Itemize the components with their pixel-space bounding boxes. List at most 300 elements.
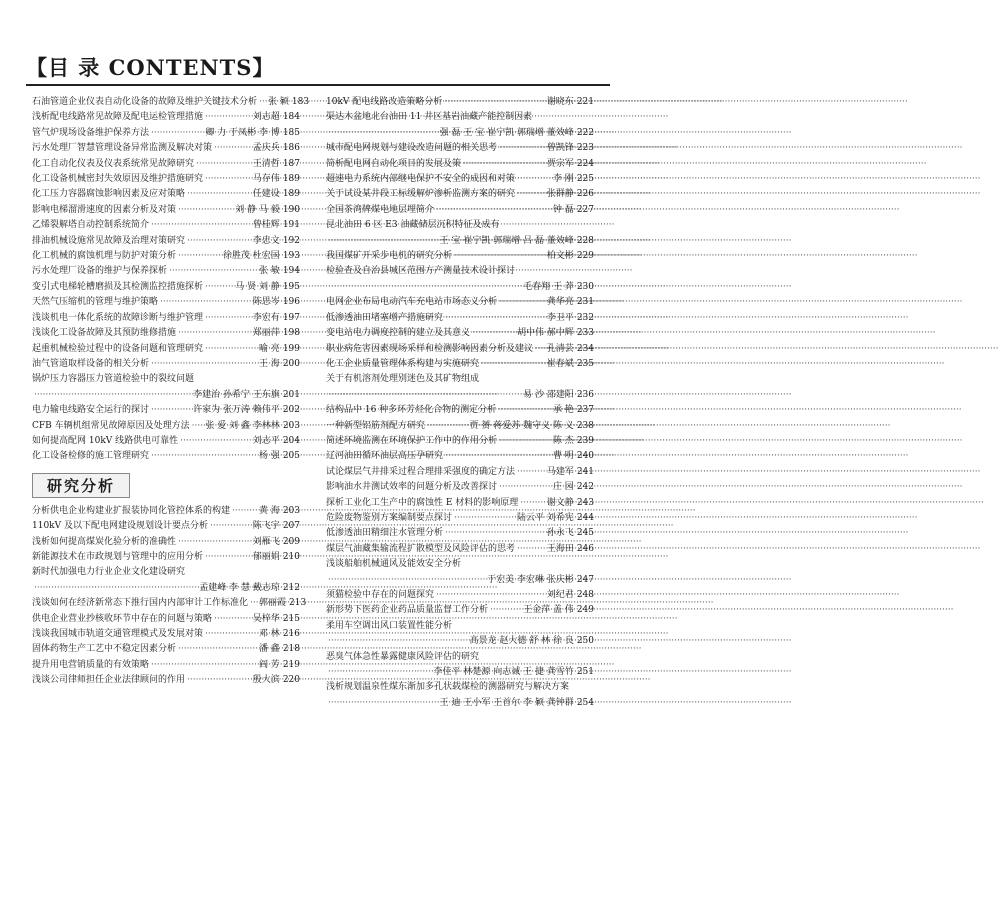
entry-title-line: 检验查及自治县城区范围方产测量技术设计探讨 [326, 266, 516, 277]
toc-entry[interactable] [32, 203, 300, 218]
toc-entry-author: 王清哲 [252, 158, 280, 169]
toc-entry-title: 浅析配电线路常见故障及配电运检管理措施 [32, 112, 204, 123]
toc-entry-page: 198 [282, 328, 300, 339]
toc-entry[interactable] [32, 449, 300, 464]
entry-author-line: ····· 李建治 孙希宁 王东旗 201 [32, 388, 300, 403]
toc-entry-page: 210 [282, 551, 300, 562]
leader-dots [205, 172, 250, 187]
toc-entry-page: 205 [282, 451, 300, 462]
toc-entry-page: 224 [576, 158, 594, 169]
toc-entry-page: 207 [282, 521, 300, 532]
leader-dots [151, 403, 190, 418]
toc-entry[interactable] [326, 496, 594, 511]
toc-entry-author: 崔春斌 [546, 358, 574, 369]
leader-dots [490, 603, 520, 618]
toc-entry-title: 污水处理厂智慧管理设备异常监测及解决对策 [32, 143, 213, 154]
toc-entry-page: 229 [576, 251, 594, 262]
toc-entry[interactable] [32, 504, 300, 519]
toc-entry-title: 全国茶湾牌煤电地层埋简介 [326, 204, 435, 215]
toc-entry-author: 陈 杰 [552, 435, 574, 446]
toc-entry-author: 谢晓东 [546, 97, 574, 107]
toc-entry-author: 郁丽娟 [252, 551, 280, 562]
entry-group-left-4 [32, 596, 307, 688]
leader-dots [196, 157, 250, 172]
toc-entry-title: 变引式电梯轮槽磨损及其检测监控措施探析 [32, 281, 204, 292]
toc-entry-author: 李 刚 [552, 174, 574, 185]
toc-entry-page: 225 [576, 174, 594, 185]
toc-entry[interactable] [326, 511, 594, 526]
toc-entry[interactable] [32, 326, 300, 341]
leader-dots [499, 434, 550, 449]
entry-group-left-1 [32, 95, 310, 372]
leader-dots [259, 95, 265, 110]
toc-entry-title: 浅谈如何在经济新常态下推行国内内部审计工作标准化 [32, 598, 249, 609]
toc-entry[interactable] [326, 403, 594, 418]
toc-entry[interactable] [326, 187, 594, 202]
leader-dots [205, 110, 250, 125]
toc-entry-title: 浅谈我国城市轨道交通管理模式及发展对策 [32, 629, 204, 639]
toc-entry-author: 胡中伟 郝中辉 [516, 328, 574, 339]
section-label-research-analysis: 研究分析 [32, 473, 130, 498]
toc-entry-author: 杨 强 [258, 451, 280, 462]
toc-entry[interactable] [32, 342, 300, 357]
toc-entry-page: 184 [282, 112, 300, 123]
toc-entry-author: 喻 亮 [258, 343, 280, 354]
leader-dots [517, 542, 544, 557]
toc-entry-page: 216 [282, 629, 300, 639]
toc-entry-title: CFB 车辆机组常见故障原因及处理方法 [32, 420, 190, 431]
leader-dots [498, 403, 550, 418]
leader-dots [445, 311, 544, 326]
toc-entry-page: 249 [576, 605, 594, 616]
toc-entry-author: 王海田 [546, 543, 574, 554]
toc-entry-page: 187 [282, 158, 300, 169]
toc-entry[interactable] [32, 357, 300, 372]
toc-entry[interactable] [32, 311, 300, 326]
toc-entry[interactable] [32, 612, 300, 627]
toc-entry-title: 浅析如何提高煤炭化验分析的准确性 [32, 536, 177, 547]
contents-left-column [32, 95, 310, 689]
toc-entry-page: 215 [282, 613, 300, 624]
toc-entry-title: 新时代加强电力行业企业文化建设研究 [32, 567, 186, 578]
leader-dots [151, 357, 256, 372]
toc-entry-title: 油气管道取样设备的相关分析 [32, 358, 150, 369]
entry-group-left-2 [32, 403, 300, 465]
toc-entry-author: 刘志平 [252, 435, 280, 446]
toc-entry[interactable] [326, 419, 594, 434]
leader-dots [151, 218, 250, 233]
toc-entry-title: 化工企业质量管理体系构建与实施研究 [326, 358, 480, 369]
toc-entry-title: 城市配电网规划与建设改造问题的相关思考 [326, 143, 498, 154]
toc-entry[interactable] [326, 95, 594, 110]
entry-multiline-right-d [326, 372, 594, 403]
leader-dots [178, 203, 232, 218]
toc-entry-author: 曾凯锋 [546, 143, 574, 154]
toc-entry-page: 191 [282, 220, 300, 231]
leader-dots [187, 187, 250, 202]
toc-entry[interactable] [32, 434, 300, 449]
toc-entry-author: 潘 鑫 [258, 644, 280, 655]
leader-dots [151, 449, 256, 464]
leader-dots [169, 264, 256, 279]
entry-group-right-7 [326, 650, 594, 665]
toc-entry-author: 马存伟 [252, 174, 280, 185]
toc-entry[interactable] [326, 557, 594, 572]
entry-multiline-right-f [326, 634, 594, 649]
toc-entry-title: 固体药物生产工艺中不稳定因素分析 [32, 644, 177, 655]
toc-entry-title: 110kV 及以下配电网建设规划设计要点分析 [32, 521, 208, 532]
toc-entry-author: 卿 力 于凤彬 李 博 [205, 127, 280, 138]
toc-entry[interactable] [326, 357, 594, 372]
toc-entry-author: 刘 静 马 毅 [235, 204, 280, 215]
toc-entry[interactable] [326, 342, 594, 357]
toc-entry-author: 阎 芳 [258, 659, 280, 670]
toc-entry-title: 化工自动化仪表及仪表系统常见故障研究 [32, 158, 195, 169]
toc-entry-title: 提升用电营销质量的有效策略 [32, 659, 150, 670]
entry-author-line: ····· 王 迪 王小军 王首尔 李 颖 龚钟群 254 [326, 696, 594, 711]
toc-entry-author: 钟 磊 [552, 204, 574, 215]
toc-entry-page: 226 [576, 189, 594, 200]
toc-entry-title: 天然气压缩机的管理与维护策略 [32, 297, 159, 308]
toc-entry-page: 243 [576, 497, 594, 508]
entry-multiline-right-e [326, 573, 594, 588]
toc-entry[interactable] [32, 673, 300, 688]
toc-entry-title: 变电站电力调度控制的建立及其意义 [326, 328, 471, 339]
entry-group-right-4 [326, 295, 594, 372]
toc-entry-title: 起重机械检验过程中的设备问题和管理研究 [32, 343, 204, 354]
toc-entry-author: 刘纪君 [546, 590, 574, 600]
toc-entry[interactable] [32, 187, 300, 202]
entry-multiline-left-1 [32, 372, 300, 403]
toc-entry-title: 新能源技术在市政规划与管理中的应用分析 [32, 551, 204, 562]
leader-dots [151, 658, 256, 673]
toc-entry-page: 196 [282, 297, 300, 308]
toc-entry-title: 低渗透油田堵塞增产措施研究 [326, 312, 444, 323]
toc-entry-author: 张 颖 [268, 97, 289, 107]
toc-entry-page: 245 [576, 528, 594, 539]
toc-entry-page: 239 [576, 435, 594, 446]
toc-entry-title: 关于试设某井段工标缓解炉渗析监测方案的研究 [326, 189, 516, 200]
toc-entry-page: 199 [282, 343, 300, 354]
toc-entry[interactable] [32, 642, 300, 657]
toc-entry-author: 郑丽萍 [252, 328, 280, 339]
leader-dots [454, 511, 514, 526]
entry-title-line: 昆北油田 6 区 E3 油藏储层沉积特征及成有 [326, 220, 500, 231]
toc-entry-title: 影响油水井测试效率的问题分析及改善探讨 [326, 482, 498, 493]
toc-entry-page: 189 [282, 189, 300, 200]
leader-dots [535, 342, 544, 357]
title-divider [26, 84, 610, 86]
toc-entry-title: 供电企业营业抄核收环节中存在的问题与策略 [32, 613, 213, 624]
toc-entry-author: 王金萍 盖 伟 [523, 605, 574, 616]
toc-entry-author: 吴梓华 [252, 613, 280, 624]
entry-group-right-3 [326, 249, 594, 264]
toc-entry[interactable] [326, 603, 594, 618]
toc-entry[interactable] [326, 680, 594, 695]
leader-dots [427, 419, 466, 434]
leader-dots [205, 627, 256, 642]
toc-entry-title: 煤层气油藏集输流程扩散模型及风险评估的思考 [326, 543, 516, 554]
toc-entry[interactable] [32, 419, 300, 434]
toc-entry-title: 职业病危害因素现场采样和检测影响因素分析及建议 [326, 343, 534, 354]
leader-dots [160, 295, 250, 310]
leader-dots [472, 326, 514, 341]
leader-dots [517, 187, 544, 202]
toc-entry-page: 220 [282, 675, 300, 686]
toc-entry-page: 202 [282, 405, 300, 416]
toc-entry-author: 刘志超 [252, 112, 280, 123]
leader-dots [499, 141, 544, 156]
toc-entry[interactable] [32, 110, 300, 125]
toc-entry-author: 孟庆兵 [252, 143, 280, 154]
toc-entry[interactable] [32, 141, 300, 156]
toc-entry-page: 246 [576, 543, 594, 554]
toc-entry[interactable] [326, 311, 594, 326]
leader-dots [454, 249, 544, 264]
toc-entry[interactable] [32, 565, 300, 580]
toc-entry-page: 218 [282, 644, 300, 655]
leader-dots [463, 157, 544, 172]
entry-title-line: 关于有机溶剂处理别迷色及其矿物组成 [326, 374, 480, 385]
toc-entry-author: 李宏有 [252, 312, 280, 323]
toc-entry-title: 须猫检验中存在的问题探究 [326, 590, 435, 600]
leader-dots [214, 141, 250, 156]
toc-entry[interactable] [326, 326, 594, 341]
toc-entry-author: 张群静 [546, 189, 574, 200]
toc-entry-title: 简析配电网自动化项目的发展及策 [326, 158, 462, 169]
toc-entry-title: 排油机械设施常见故障及治理对策研究 [32, 235, 186, 246]
toc-entry[interactable] [32, 280, 300, 295]
toc-entry-title: 一种新型铝筋剂配方研究 [326, 420, 426, 431]
entry-group-right-6 [326, 588, 594, 634]
toc-entry[interactable] [32, 95, 310, 110]
toc-entry-page: 185 [282, 127, 300, 138]
toc-entry-author: 张 敏 [258, 266, 280, 277]
entry-multiline-right-b [326, 218, 594, 249]
toc-entry-page: 244 [576, 512, 594, 523]
toc-entry[interactable] [32, 234, 300, 249]
entry-group-right-5 [326, 403, 594, 572]
entry-title-line: 锅炉压力容器压力管道检验中的裂纹问题 [32, 374, 195, 385]
leader-dots [210, 519, 250, 534]
toc-entry[interactable] [32, 295, 300, 310]
leader-dots [178, 326, 250, 341]
leader-dots [520, 496, 544, 511]
toc-entry[interactable] [32, 264, 300, 279]
toc-entry-title: 危险废物鉴别方案编制要点探讨 [326, 512, 453, 523]
toc-entry-page: 242 [576, 482, 594, 493]
leader-dots [517, 172, 550, 187]
toc-entry-title: 探析工业化工生产中的腐蚀性 E 材料的影响原理 [326, 497, 519, 508]
toc-entry-title: 10kV 配电线路改造策略分析 [326, 97, 443, 107]
toc-entry-title: 电网企业布局电动汽车充电站市场态义分析 [326, 297, 498, 308]
toc-entry[interactable] [32, 535, 300, 550]
toc-entry[interactable] [326, 172, 594, 187]
toc-entry-author: 刘雁飞 [252, 536, 280, 547]
toc-entry-author: 任建设 [252, 189, 280, 200]
leader-dots [178, 535, 250, 550]
toc-entry-author: 张 爱 刘 鑫 李林林 [205, 420, 280, 431]
leader-dots [517, 465, 544, 480]
entry-author-line: ····· 高景龙 赵大德 舒 林 徐 良 250 [326, 634, 594, 649]
entry-group-right-2 [326, 141, 594, 218]
toc-entry-title: 我国煤矿开采步电机的研究分析 [326, 251, 453, 262]
entry-multiline-left-2 [32, 581, 300, 596]
toc-entry-title: 简述环境监测在环境保护工作中的作用分析 [326, 435, 498, 446]
entry-multiline-right-g [326, 665, 594, 680]
toc-entry-author: 邓 林 [258, 629, 280, 639]
toc-entry[interactable] [326, 249, 594, 264]
contents-right-column [326, 95, 594, 711]
entry-author-line: ····· 易 沙 邵建阳 236 [326, 388, 594, 403]
toc-entry-page: 192 [282, 235, 300, 246]
toc-entry-title: 化工压力容器腐蚀影响因素及应对策略 [32, 189, 186, 200]
toc-entry-author: 李卫平 [546, 312, 574, 323]
leader-dots [205, 311, 250, 326]
toc-entry[interactable] [326, 542, 594, 557]
toc-entry[interactable] [326, 480, 594, 495]
leader-dots [481, 357, 544, 372]
toc-entry-title: 恶臭气体急性暴露健康风险评估的研究 [326, 651, 480, 662]
toc-entry-title: 影响电梯溜滑速度的因素分析及对策 [32, 204, 177, 215]
toc-entry-title: 化工设备机械密封失效原因及维护措施研究 [32, 174, 204, 185]
toc-entry-title: 结构品中 16 种多环芳烃化合物的测定分析 [326, 405, 497, 416]
toc-entry[interactable] [326, 650, 594, 665]
leader-dots [205, 342, 256, 357]
toc-entry-author: 陈飞宇 [252, 521, 280, 532]
toc-entry-author: 孙永飞 [546, 528, 574, 539]
toc-entry-page: 231 [576, 297, 594, 308]
toc-entry-title: 化工机械的腐蚀机理与防护对策分析 [32, 251, 177, 262]
toc-entry[interactable] [326, 449, 594, 464]
leader-dots [214, 612, 250, 627]
toc-entry-author: 贾 赟 蒋爱苏 魏守义 陈 义 [469, 420, 574, 431]
toc-entry[interactable] [32, 157, 300, 172]
toc-entry-page: 186 [282, 143, 300, 154]
toc-entry[interactable] [326, 526, 594, 541]
toc-entry[interactable] [326, 295, 594, 310]
entry-group-left-3 [32, 504, 300, 581]
entry-author-line: ····· 孟建峰 李 慧 戴志琼 212 [32, 581, 300, 596]
entry-author-line: ····· 于宏美 李宏琳 张庆彬 247 [326, 573, 594, 588]
toc-entry[interactable] [32, 249, 300, 264]
toc-entry-title: 电力输电线路安全运行的探讨 [32, 405, 150, 416]
toc-entry-title: 浅谈机电一体化系统的故障诊断与维护管理 [32, 312, 204, 323]
toc-entry[interactable] [32, 218, 300, 233]
entry-title-line: 渠达木盆地北台油田 11 井区基岩油藏产能控制因素 [326, 112, 533, 123]
toc-entry[interactable] [32, 550, 300, 565]
toc-entry-page: 195 [282, 281, 300, 292]
toc-entry-author: 柏文彬 [546, 251, 574, 262]
toc-entry[interactable] [326, 434, 594, 449]
toc-entry-title: 试论煤层气井排采过程合理排采强度的确定方法 [326, 466, 516, 477]
toc-entry-page: 213 [289, 598, 307, 609]
toc-entry[interactable] [326, 619, 594, 634]
entry-author-line: ····· 强 磊 王 宝 崔宁凯 郭瑞增 董效峰 222 [326, 126, 594, 141]
leader-dots [180, 434, 250, 449]
toc-entry-author: 龚华亮 [546, 297, 574, 308]
entry-multiline-right-a [326, 110, 594, 141]
toc-entry[interactable] [32, 658, 300, 673]
toc-entry-author: 王 海 [258, 358, 280, 369]
toc-entry-title: 柔用车空调出风口装置性能分析 [326, 620, 453, 631]
toc-entry[interactable] [32, 596, 307, 611]
toc-entry-page: 194 [282, 266, 300, 277]
toc-entry-page: 200 [282, 358, 300, 369]
leader-dots [151, 126, 202, 141]
toc-entry-author: 李忠文 [252, 235, 280, 246]
toc-entry-page: 203 [282, 505, 300, 516]
toc-entry[interactable] [32, 403, 300, 418]
toc-entry-author: 陈思岑 [252, 297, 280, 308]
toc-entry-page: 238 [576, 420, 594, 431]
toc-entry-title: 管气炉现场设备维护保养方法 [32, 127, 150, 138]
toc-entry-page: 190 [282, 204, 300, 215]
toc-entry-title: 如何提高配网 10kV 线路供电可靠性 [32, 435, 179, 446]
toc-entry[interactable] [32, 172, 300, 187]
leader-dots [436, 588, 544, 603]
toc-entry[interactable] [326, 465, 594, 480]
toc-entry-author: 郭丽霞 [259, 598, 287, 609]
toc-entry-page: 233 [576, 328, 594, 339]
toc-entry-title: 低渗透油田精细注水管理分析 [326, 528, 444, 539]
entry-multiline-right-c [326, 264, 594, 295]
leader-dots [187, 234, 250, 249]
toc-entry-author: 殷大滨 [252, 675, 280, 686]
leader-dots [187, 673, 250, 688]
toc-entry-page: 219 [282, 659, 300, 670]
toc-entry-page: 248 [576, 590, 594, 600]
toc-entry-author: 庄 园 [552, 482, 574, 493]
toc-entry[interactable] [326, 203, 594, 218]
toc-entry-author: 承 艳 [552, 405, 574, 416]
toc-entry-author: 许家为 张万涛 赖伟平 [193, 405, 280, 416]
leader-dots [250, 596, 256, 611]
leader-dots [232, 504, 256, 519]
toc-entry-title: 新形势下医药企业药品质量监督工作分析 [326, 605, 489, 616]
toc-entry-page: 241 [576, 466, 594, 477]
toc-entry-author: 孔清芸 [546, 343, 574, 354]
toc-entry-author: 黄 海 [258, 505, 280, 516]
leader-dots [445, 449, 550, 464]
toc-entry-page: 197 [282, 312, 300, 323]
toc-entry[interactable] [326, 588, 594, 603]
toc-entry-page: 237 [576, 405, 594, 416]
entry-group-right-8 [326, 680, 594, 695]
toc-entry[interactable] [32, 519, 300, 534]
entry-author-line: ····· 王 宝 崔宁凯 郭瑞增 吕 磊 董效峰 228 [326, 234, 594, 249]
leader-dots [178, 642, 256, 657]
toc-entry-author: 贾宗军 [546, 158, 574, 169]
toc-entry-page: 209 [282, 536, 300, 547]
toc-entry-author: 马 贤 刘 静 [235, 281, 280, 292]
toc-entry-page: 232 [576, 312, 594, 323]
toc-entry-author: 马建军 [546, 466, 574, 477]
toc-entry-page: 189 [282, 174, 300, 185]
toc-entry[interactable] [326, 157, 594, 172]
toc-entry-page: 223 [576, 143, 594, 154]
leader-dots [499, 480, 550, 495]
toc-entry[interactable] [32, 627, 300, 642]
leader-dots [499, 295, 544, 310]
toc-entry-page: 221 [576, 97, 594, 107]
toc-entry[interactable] [326, 141, 594, 156]
toc-entry-title: 石油管道企业仪表自动化设备的故障及维护关键技术分析 [32, 97, 258, 107]
toc-entry[interactable] [32, 126, 300, 141]
toc-entry-page: 227 [576, 204, 594, 215]
toc-entry-author: 徐胜茂 杜宏国 [222, 251, 280, 262]
toc-entry-title: 分析供电企业构建业扩报装协同化管控体系的构建 [32, 505, 231, 516]
